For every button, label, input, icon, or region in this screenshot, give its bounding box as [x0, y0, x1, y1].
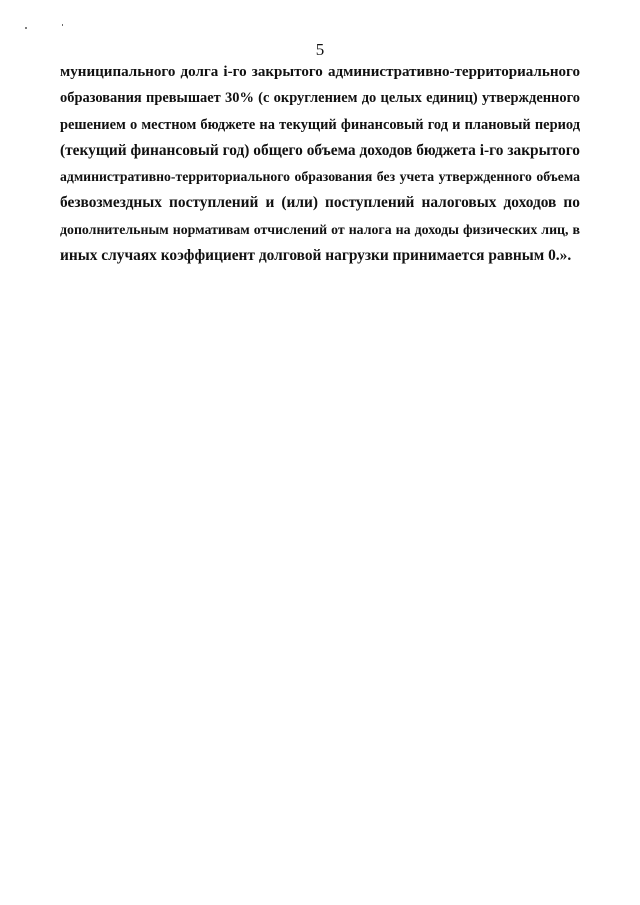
- paragraph-line: безвозмездных поступлений и (или) поступлений налоговых доходов по: [60, 194, 580, 212]
- paragraph-line: муниципального долга i-го закрытого административно-территориального: [60, 64, 580, 80]
- body-paragraph: [60, 59, 580, 269]
- paragraph-line: иных случаях коэффициент долговой нагрузки принимается равным 0.».: [60, 247, 572, 265]
- paragraph-line: решением о местном бюджете на текущий финансовый год и плановый период: [60, 116, 580, 133]
- scan-speck: [25, 27, 27, 29]
- paragraph-line: (текущий финансовый год) общего объема доходов бюджета i-го закрытого: [60, 141, 580, 159]
- page-number: 5: [315, 40, 325, 59]
- paragraph-line: дополнительным нормативам отчислений от налога на доходы физических лиц, в: [60, 221, 580, 237]
- scan-speck: [62, 24, 63, 26]
- paragraph-line: административно-территориального образования без учета утвержденного объема: [60, 169, 580, 185]
- paragraph-line: образования превышает 30% (с округлением до целых единиц) утвержденного: [60, 90, 580, 107]
